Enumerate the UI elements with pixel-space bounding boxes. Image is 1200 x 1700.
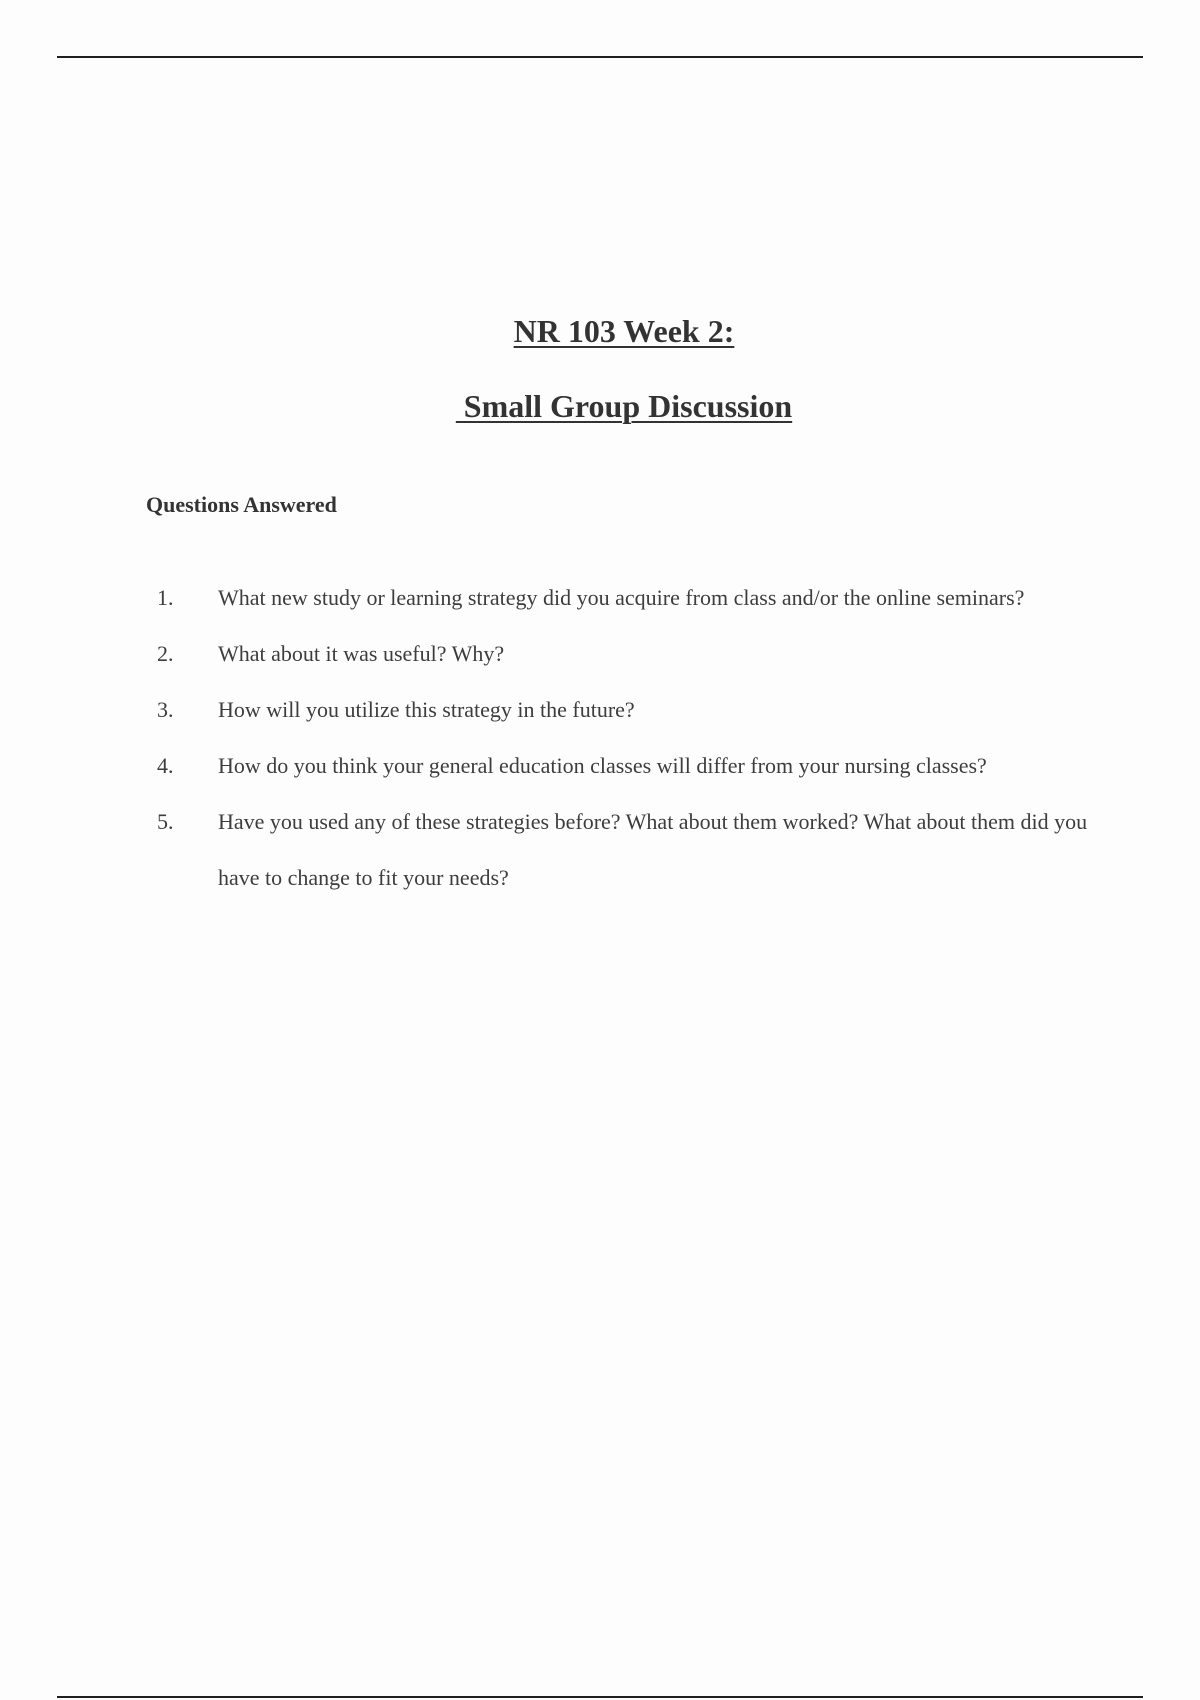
question-text: Have you used any of these strategies before? What about them worked? What about them did you have to change to fit your needs? bbox=[218, 809, 1088, 890]
question-item-1 bbox=[0, 570, 1200, 626]
question-text: What new study or learning strategy did you acquire from class and/or the online seminars? bbox=[218, 585, 1025, 610]
questions-list bbox=[0, 570, 1200, 906]
question-text: How will you utilize this strategy in the future? bbox=[218, 697, 635, 722]
question-item-4 bbox=[0, 738, 1200, 794]
question-number: 3. bbox=[157, 697, 174, 722]
question-number: 1. bbox=[157, 585, 174, 610]
question-text: How do you think your general education classes will differ from your nursing classes? bbox=[218, 753, 987, 778]
document-subtitle: Small Group Discussion bbox=[455, 388, 793, 424]
question-number: 4. bbox=[157, 753, 174, 778]
question-number: 2. bbox=[157, 641, 174, 666]
question-text: What about it was useful? Why? bbox=[218, 641, 505, 666]
question-item-3 bbox=[0, 682, 1200, 738]
top-rule bbox=[57, 56, 1143, 58]
section-heading: Questions Answered bbox=[146, 492, 337, 517]
bottom-rule bbox=[57, 1696, 1143, 1698]
question-number: 5. bbox=[157, 809, 174, 834]
question-item-5 bbox=[0, 794, 1200, 906]
document-title: NR 103 Week 2: bbox=[513, 313, 735, 349]
question-item-2 bbox=[0, 626, 1200, 682]
